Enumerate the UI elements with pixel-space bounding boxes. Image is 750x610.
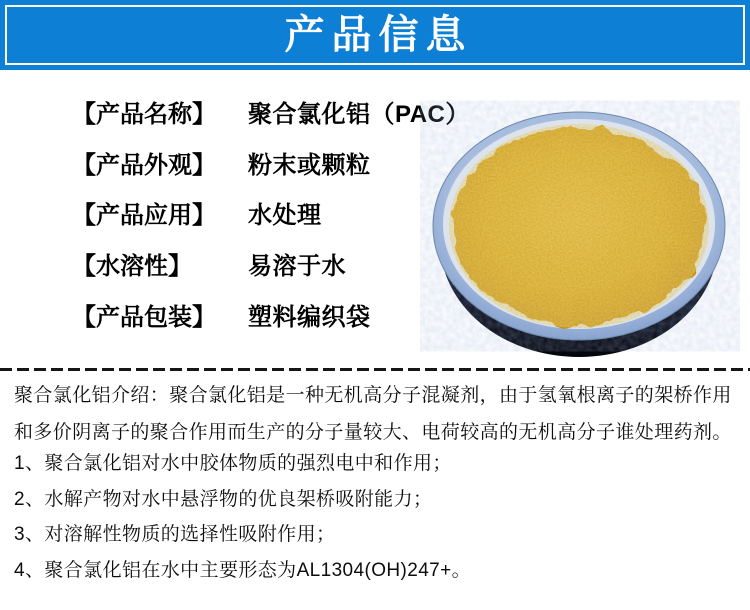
attribute-value: 粉末或颗粒 xyxy=(248,151,371,179)
attribute-value: 易溶于水 xyxy=(248,253,346,281)
feature-item: 3、对溶解性物质的选择性吸附作用； xyxy=(14,524,336,546)
attribute-row-appearance xyxy=(72,137,470,188)
attribute-row-application xyxy=(72,188,470,239)
attribute-label: 【水溶性】 xyxy=(72,253,192,281)
feature-item: 2、水解产物对水中悬浮物的优良架桥吸附能力； xyxy=(14,488,433,510)
feature-item: 1、聚合氯化铝对水中胶体物质的强烈电中和作用； xyxy=(14,453,452,475)
attribute-label: 【产品包装】 xyxy=(72,304,216,332)
powder-bowl-image xyxy=(420,100,740,368)
feature-item: 4、聚合氯化铝在水中主要形态为AL1304(OH)247+。 xyxy=(14,559,472,581)
header-banner xyxy=(0,0,750,70)
attribute-value: 聚合氯化铝（PAC） xyxy=(248,100,470,128)
attribute-value: 塑料编织袋 xyxy=(248,304,371,332)
header-banner-border xyxy=(5,5,745,65)
intro-line: 和多价阴离子的聚合作用而生产的分子量较大、电荷较高的无机高分子谁处理药剂。 xyxy=(14,422,732,443)
attribute-row-name xyxy=(72,86,470,137)
page-title: 产品信息 xyxy=(284,13,473,57)
attribute-label: 【产品应用】 xyxy=(72,202,216,230)
dashed-divider xyxy=(0,368,750,371)
product-photo xyxy=(420,100,740,368)
intro-paragraph xyxy=(14,377,750,451)
feature-list xyxy=(14,444,750,586)
attribute-list xyxy=(72,86,470,340)
attribute-label: 【产品名称】 xyxy=(72,100,216,128)
attribute-value: 水处理 xyxy=(248,202,322,230)
intro-line: 聚合氯化铝介绍：聚合氯化铝是一种无机高分子混凝剂，由于氢氧根离子的架桥作用 xyxy=(14,385,732,406)
attribute-row-solubility xyxy=(72,238,470,289)
attribute-row-packaging xyxy=(72,289,470,340)
attribute-label: 【产品外观】 xyxy=(72,151,216,179)
